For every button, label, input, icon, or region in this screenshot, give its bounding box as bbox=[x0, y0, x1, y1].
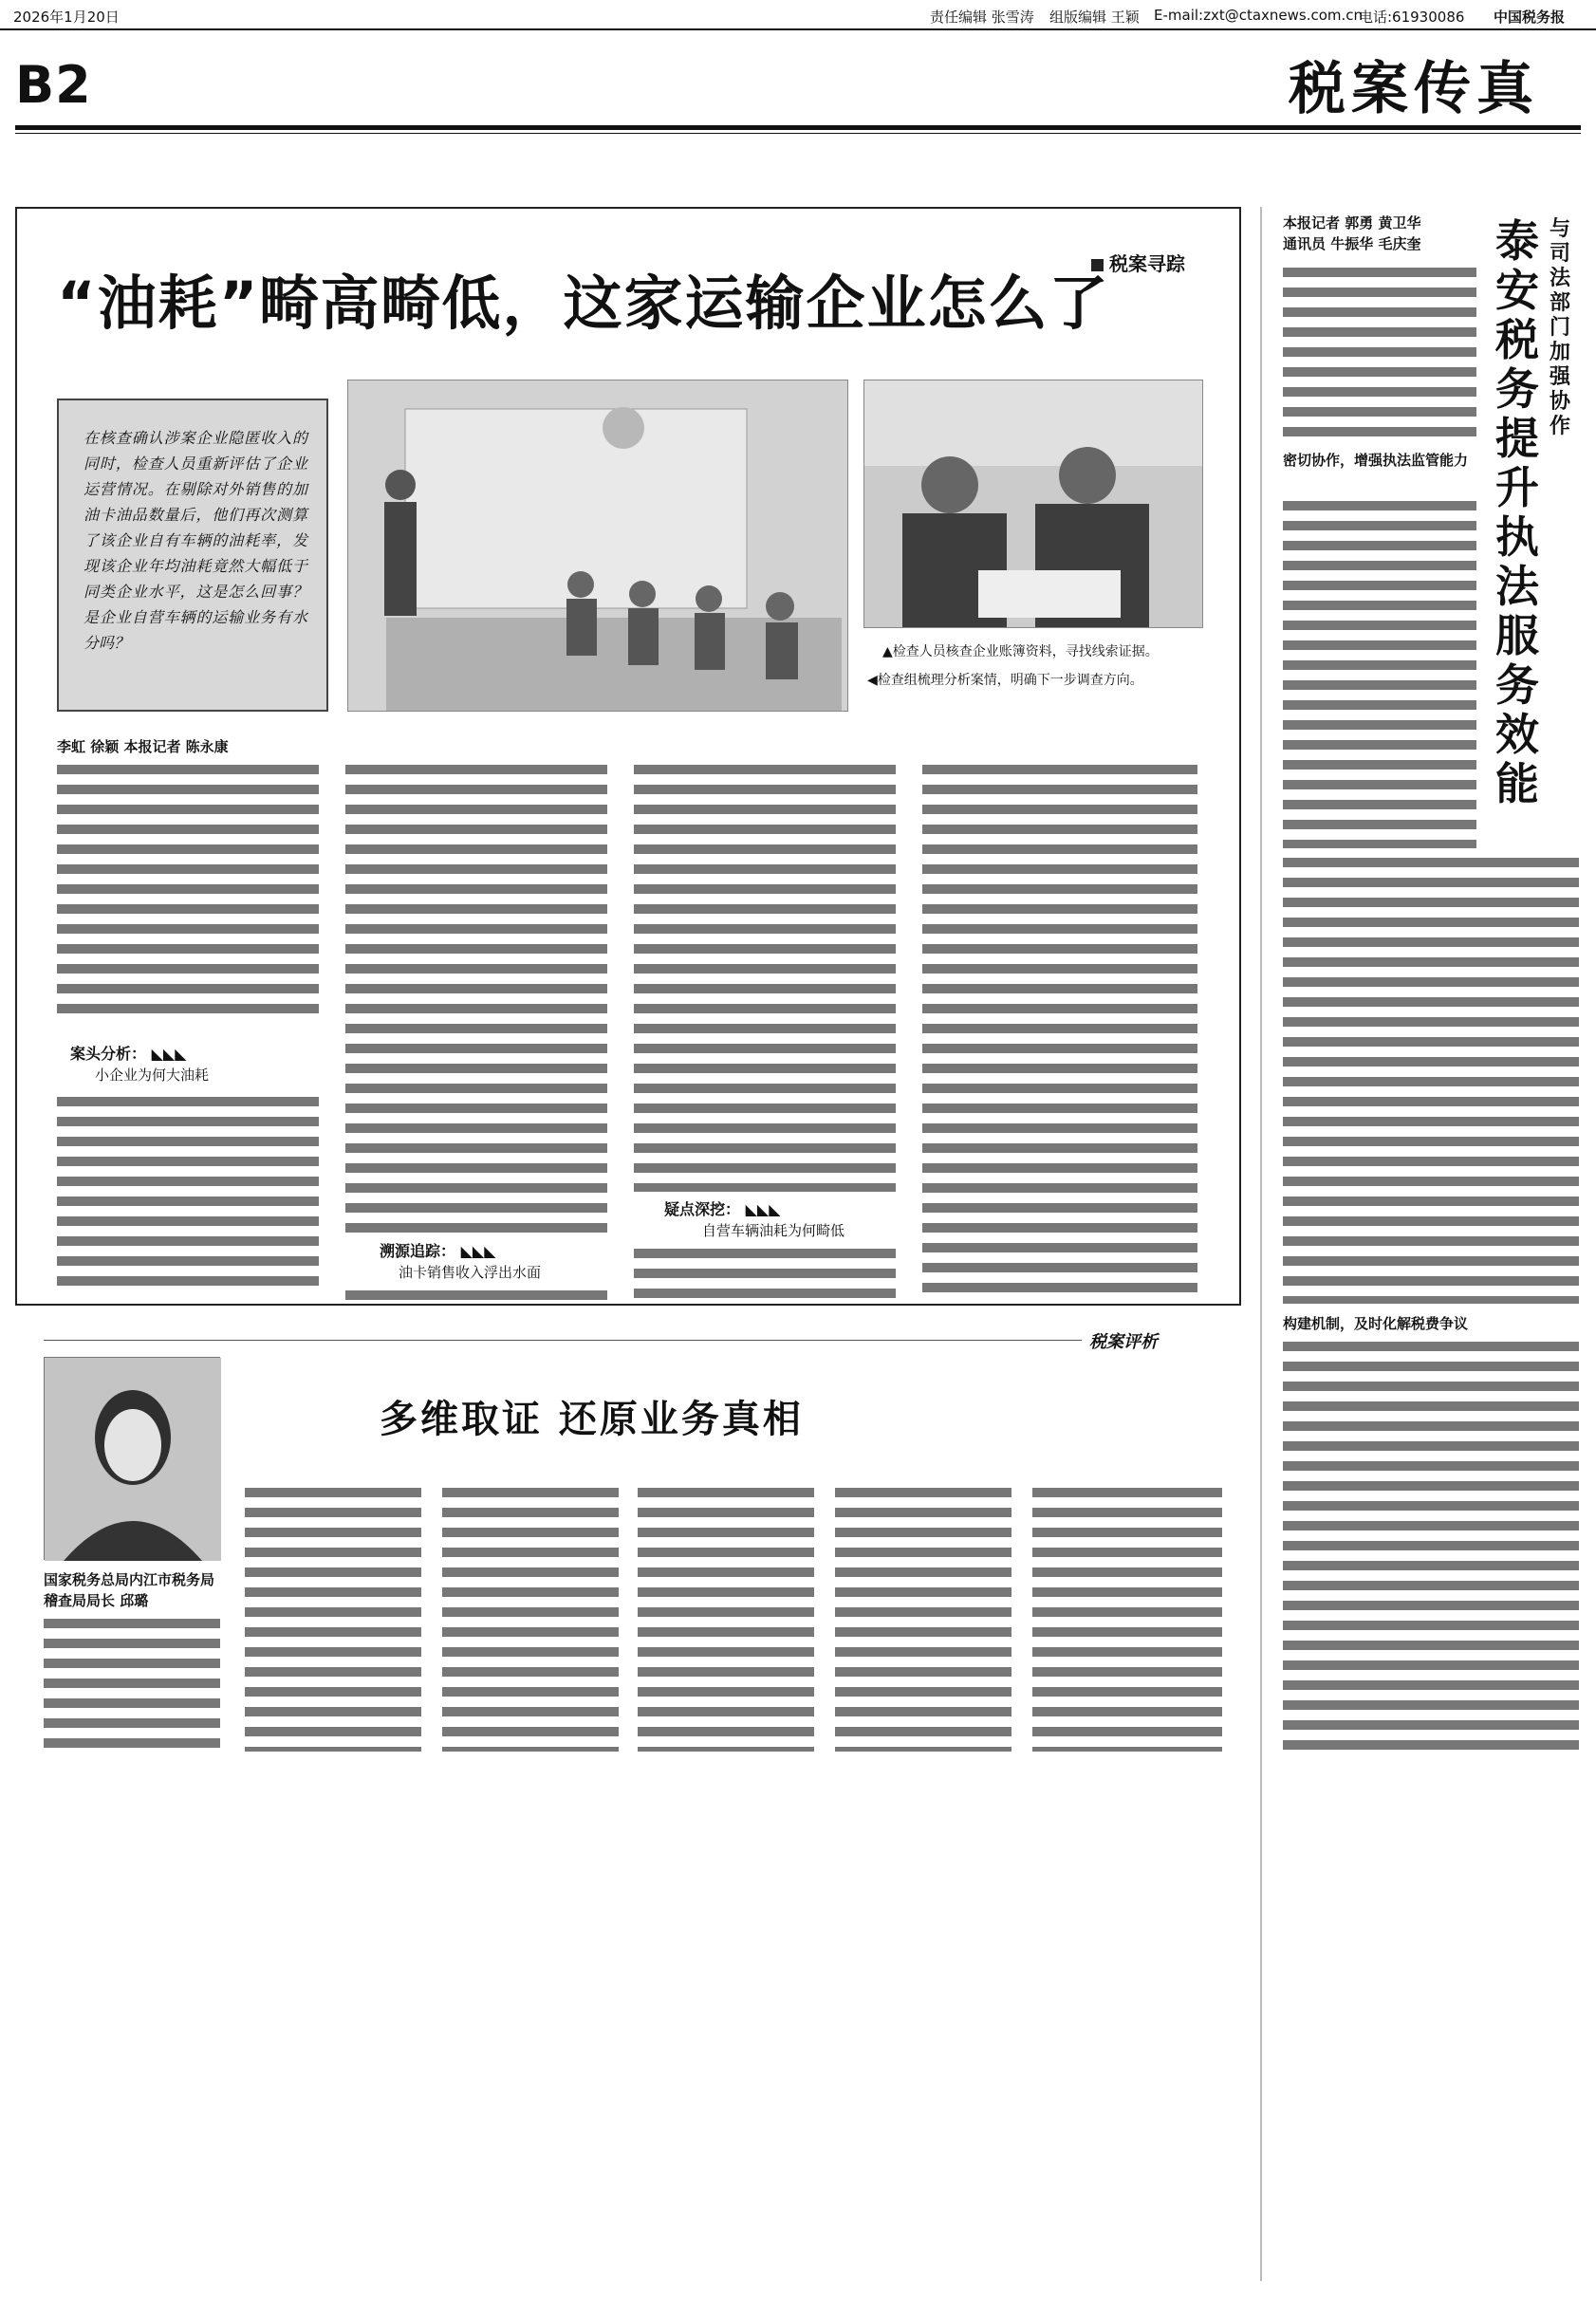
side-byline-correspondents: 通讯员 牛振华 毛庆奎 bbox=[1283, 235, 1421, 252]
section-rule bbox=[15, 125, 1581, 130]
lead-text: 在核查确认涉案企业隐匿收入的同时，检查人员重新评估了企业运营情况。在剔除对外销售的加油卡油品数量后，他们再次测算了该企业自有车辆的油耗率，发现该企业年均油耗竟然大幅低于同类企业水平，这是怎么回事？是企业自营车辆的运输业务有水分吗？ bbox=[84, 429, 307, 652]
photo-inspection-meeting bbox=[347, 380, 848, 712]
badge-label: 税案寻踪 bbox=[1109, 252, 1185, 275]
subhead-3-label-text: 疑点深挖： bbox=[664, 1200, 741, 1218]
side-column-divider bbox=[1260, 207, 1262, 2281]
page-number: B2 bbox=[15, 55, 92, 115]
side-text-block bbox=[1283, 501, 1476, 848]
responsible-editor: 责任编辑 张雪涛 bbox=[930, 9, 1034, 26]
body-text-block bbox=[57, 1097, 319, 1294]
side-text-block bbox=[1283, 1342, 1579, 1750]
photo-placeholder-graphic bbox=[348, 380, 848, 712]
section-rule-thin bbox=[15, 133, 1581, 134]
subhead-2-label-text: 溯源追踪： bbox=[380, 1242, 456, 1260]
body-text-block bbox=[634, 765, 896, 1192]
commentary-tag: 税案评析 bbox=[1089, 1332, 1158, 1352]
side-title-main: 泰安税务提升执法服务效能 bbox=[1495, 215, 1539, 809]
lead-box bbox=[57, 399, 328, 712]
commentary-rule bbox=[44, 1340, 1082, 1341]
side-subhead-1: 密切协作，增强执法监管能力 bbox=[1283, 452, 1469, 469]
layout-editor: 组版编辑 王颖 bbox=[1049, 9, 1140, 26]
photo-caption-2: ◀检查组梳理分析案情，明确下一步调查方向。 bbox=[867, 673, 1143, 688]
main-byline: 李虹 徐颖 本报记者 陈永康 bbox=[57, 738, 229, 755]
triangle-marks-icon: ◣◣◣ bbox=[151, 1045, 187, 1063]
subhead-1-label bbox=[70, 1042, 187, 1064]
publication-name: 中国税务报 bbox=[1494, 9, 1566, 26]
author-portrait bbox=[44, 1357, 220, 1560]
commentary-text-block bbox=[638, 1488, 814, 1752]
body-text-block bbox=[345, 765, 607, 1235]
subhead-1-title: 小企业为何大油耗 bbox=[95, 1067, 210, 1084]
side-byline bbox=[1283, 213, 1420, 254]
commentary-text-block bbox=[442, 1488, 619, 1752]
side-title-sub: 与司法部门加强协作 bbox=[1549, 216, 1570, 438]
subhead-2-title: 油卡销售收入浮出水面 bbox=[399, 1264, 542, 1281]
photo-placeholder-graphic bbox=[864, 380, 1203, 628]
subhead-3-label bbox=[664, 1197, 781, 1219]
body-text-block bbox=[345, 1290, 607, 1300]
subhead-2-label bbox=[380, 1239, 496, 1261]
main-headline: “油耗”畸高畸低，这家运输企业怎么了 bbox=[57, 269, 1110, 338]
subhead-3-title: 自营车辆油耗为何畸低 bbox=[702, 1222, 845, 1239]
commentary-text-block bbox=[44, 1619, 220, 1752]
section-title: 税案传真 bbox=[1289, 56, 1539, 122]
body-text-block bbox=[634, 1249, 896, 1298]
subhead-1-label-text: 案头分析： bbox=[70, 1045, 147, 1063]
portrait-placeholder-graphic bbox=[45, 1358, 221, 1561]
side-text-block bbox=[1283, 858, 1579, 1304]
body-text-block bbox=[922, 765, 1197, 1298]
commentary-text-block bbox=[1032, 1488, 1222, 1752]
commentary-text-block bbox=[835, 1488, 1011, 1752]
side-subhead-2: 构建机制，及时化解税费争议 bbox=[1283, 1315, 1469, 1332]
issue-date: 2026年1月20日 bbox=[13, 9, 120, 26]
triangle-marks-icon: ◣◣◣ bbox=[745, 1200, 781, 1218]
editor-email: E-mail:zxt@ctaxnews.com.cn bbox=[1154, 7, 1364, 24]
editor-phone: 电话:61930086 bbox=[1359, 9, 1465, 26]
page-header-strip bbox=[0, 0, 1596, 30]
commentary-headline: 多维取证 还原业务真相 bbox=[380, 1398, 804, 1441]
commentary-author: 国家税务总局内江市税务局稽查局局长 邱璐 bbox=[44, 1571, 215, 1609]
photo-caption-1: ▲检查人员核查企业账簿资料，寻找线索证据。 bbox=[882, 644, 1159, 659]
body-text-block bbox=[57, 765, 319, 1023]
commentary-text-block bbox=[245, 1488, 421, 1752]
side-byline-reporters: 本报记者 郭勇 黄卫华 bbox=[1283, 214, 1421, 232]
side-text-block bbox=[1283, 268, 1476, 442]
triangle-marks-icon: ◣◣◣ bbox=[460, 1242, 496, 1260]
photo-document-review bbox=[863, 380, 1203, 628]
